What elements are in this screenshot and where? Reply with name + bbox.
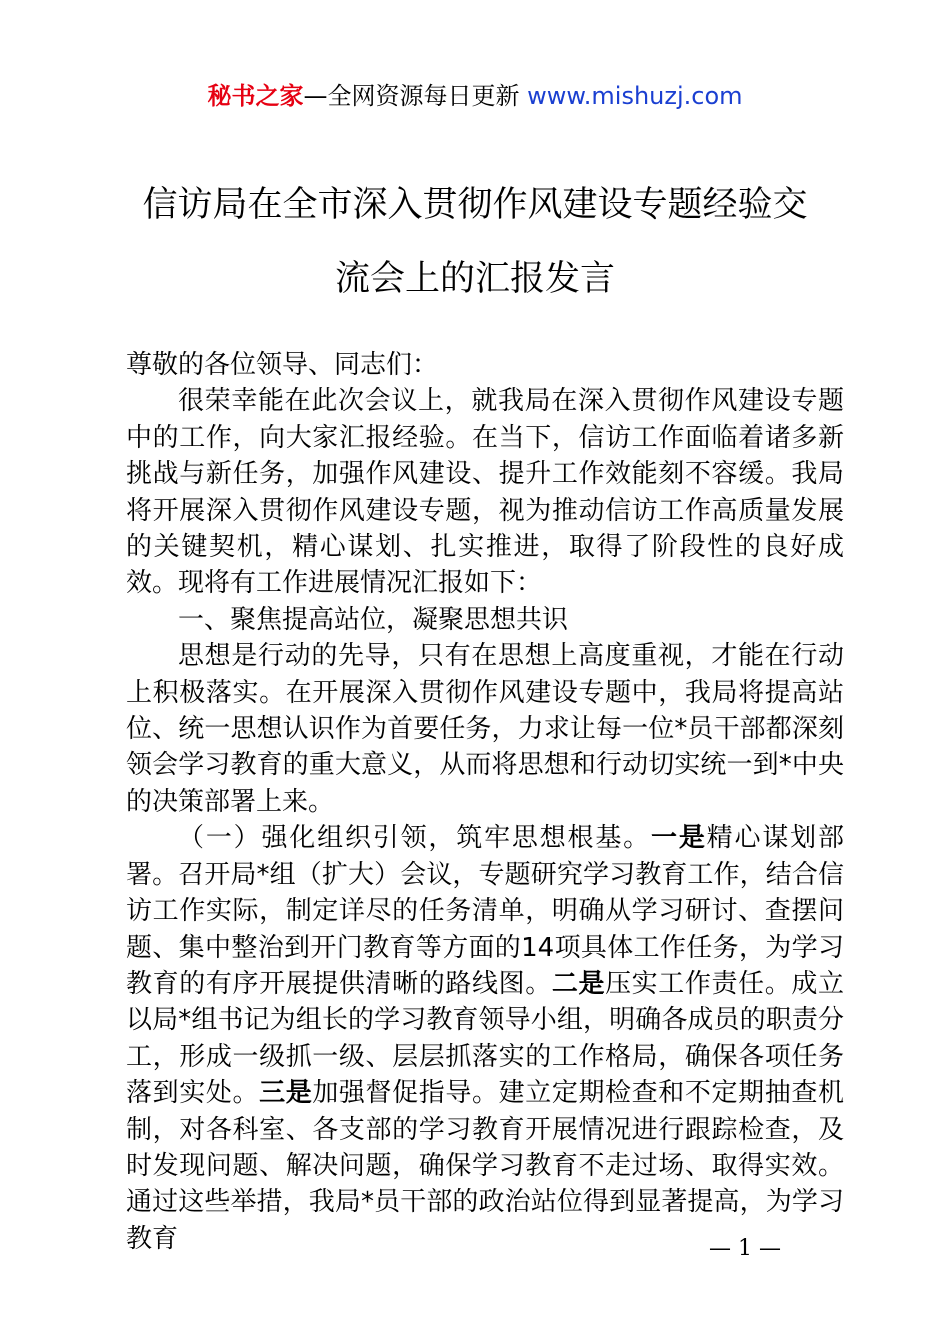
point-marker-1: 一是 xyxy=(651,823,707,854)
section-heading: 一、聚焦提高站位，凝聚思想共识 xyxy=(178,604,569,635)
title-line-2: 流会上的汇报发言 xyxy=(334,259,615,299)
document-body xyxy=(126,347,844,1257)
point-marker-3: 三是 xyxy=(259,1078,313,1109)
section-paragraph: 思想是行动的先导，只有在思想上高度重视，才能在行动上积极落实。在开展深入贯彻作风建设专题中，我局将提高站位、统一思想认识作为首要任务，力求让每一位*员干部都深刻领会学习教育的重大意义，从而将思想和行动切实统一到*中央的决策部署上来。 xyxy=(126,641,844,817)
subsection-lead: （一）强化组织引领，筑牢思想根基。 xyxy=(178,823,652,854)
banner-tagline: —全网资源每日更新 xyxy=(303,82,520,110)
point-text-3: 加强督促指导。建立定期检查和不定期抽查机制，对各科室、各支部的学习教育开展情况进行跟踪检查，及时发现问题、解决问题，确保学习教育不走过场、取得实效。通过这些举措，我局*员干部的政治站位得到显著提高，为学习教育 xyxy=(126,1078,844,1254)
document-title xyxy=(100,168,850,316)
title-line-1: 信访局在全市深入贯彻作风建设专题经验交 xyxy=(142,185,808,225)
salutation: 尊敬的各位领导、同志们： xyxy=(126,350,439,380)
intro-paragraph: 很荣幸能在此次会议上，就我局在深入贯彻作风建设专题中的工作，向大家汇报经验。在当下，信访工作面临着诸多新挑战与新任务，加强作风建设、提升工作效能刻不容缓。我局将开展深入贯彻作风建设专题，视为推动信访工作高质量发展的关键契机，精心谋划、扎实推进，取得了阶段性的良好成效。现将有工作进展情况汇报如下： xyxy=(126,386,844,599)
point-marker-2: 二是 xyxy=(551,968,606,999)
point-text-1: 精心谋划部署。召开局*组（扩大）会议，专题研究学习教育工作，结合信访工作实际，制定详尽的任务清单，明确从学习研讨、查摆问题、集中整治到开门教育等方面的14项具体工作任务，为学习教育的有序开展提供清晰的路线图。 xyxy=(126,823,844,999)
site-url-link[interactable]: www.mishuzj.com xyxy=(527,82,743,110)
brand-name: 秘书之家 xyxy=(207,82,304,110)
site-banner xyxy=(0,80,950,112)
subsection-paragraph xyxy=(126,820,844,1257)
point-text-2: 压实工作责任。成立以局*组书记为组长的学习教育领导小组，明确各成员的职责分工，形成一级抓一级、层层抓落实的工作格局，确保各项任务落到实处。 xyxy=(126,968,844,1109)
page-number: — 1 — xyxy=(709,1236,781,1261)
